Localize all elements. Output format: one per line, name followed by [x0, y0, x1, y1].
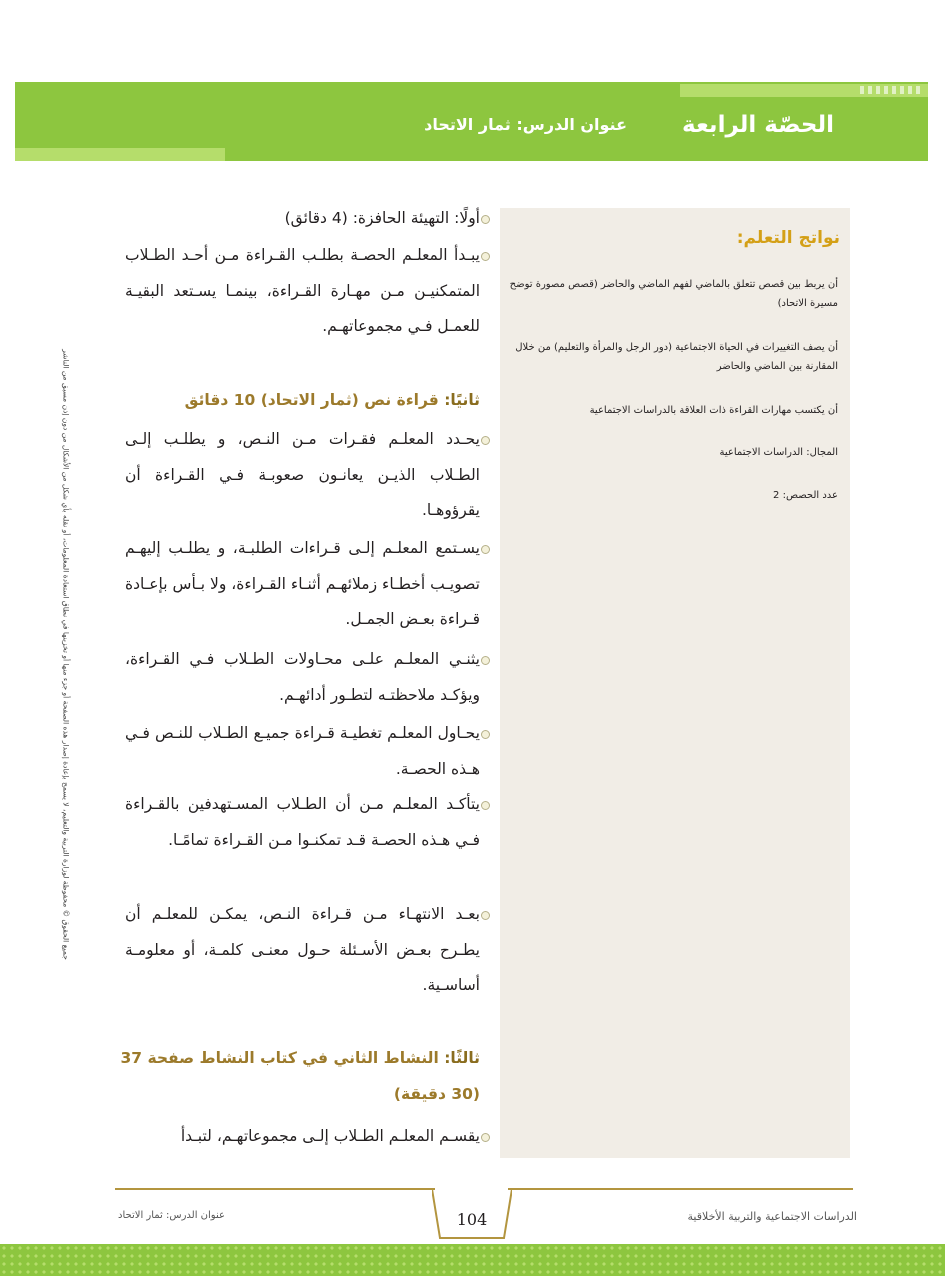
section-heading-reading [185, 391, 480, 409]
bullet-icon [481, 436, 490, 445]
bullet-icon [481, 1133, 490, 1142]
outcome-item: أن يصف التغييرات في الحياة الاجتماعية (دور الرجل والمرأة والتعليم) من خلال المقارنة بين الماضي والحاضر [515, 342, 838, 372]
banner-accent-strip-bottom [15, 148, 225, 161]
outcome-item: أن يكتسب مهارات القراءة ذات العلاقة بالدراسات الاجتماعية [589, 405, 838, 416]
section-duration: (30 دقيقة) [393, 1085, 480, 1103]
footer-rule-right [508, 1188, 853, 1190]
bullet-icon [481, 911, 490, 920]
footer-lesson-title: عنوان الدرس: ثمار الاتحاد [118, 1210, 225, 1221]
bottom-decorative-band [0, 1244, 945, 1276]
footer-rule-left [115, 1188, 435, 1190]
list-item: يحـدد المعلـم فقـرات مـن النـص، و يطلـب إلـى الطـلاب الذيـن يعانـون صعوبـة فـي القـراءة أن يقرؤوهـا. [125, 430, 480, 519]
bullet-icon [481, 730, 490, 739]
banner-stripes [860, 86, 920, 94]
intro-heading: أولًا: التهيئة الحافزة: (4 دقائق) [284, 209, 480, 227]
section-heading-activity [120, 1049, 480, 1067]
copyright-notice [56, 305, 71, 1005]
list-item: يحـاول المعلـم تغطيـة قـراءة جميـع الطـلاب للنـص فـي هـذه الحصـة. [125, 724, 480, 778]
field-label: المجال: الدراسات الاجتماعية [719, 447, 838, 458]
section-lead: ثالثًا: [444, 1049, 480, 1067]
list-item: يسـتمع المعلـم إلـى قـراءات الطلبـة، و يطلـب إليهـم تصويـب أخطـاء زملائهـم أثنـاء القـراءة، ولا بـأس بإعـادة قـراءة بعـض الجمـل. [125, 539, 480, 628]
copyright-text: جميع الحقوق © محفوظة لوزارة التربية والتعليم، لا يسمح بإعادة إصدار هذه الصفحة أو جزء منها أو تخزينها في نطاق استعادة المعلومات، أو نقله بأي شكل من الأشكال من دون إذن مسبق من الناشر [61, 349, 71, 960]
sessions-count: عدد الحصص: 2 [773, 490, 838, 501]
list-item: بعـد الانتهـاء مـن قـراءة النـص، يمكـن للمعلـم أن يطـرح بعـض الأسـئلة حـول معنـى كلمـة، أو معلومـة أساسـية. [125, 905, 480, 994]
bullet-icon [481, 215, 490, 224]
intro-text: يبـدأ المعلـم الحصـة بطلـب القـراءة مـن أحـد الطـلاب المتمكنيـن مـن مهـارة القـراءة، بينمـا يسـتعد البقيـة للعمـل فـي مجموعاتهـم. [125, 246, 480, 335]
footer-book-title: الدراسات الاجتماعية والتربية الأخلاقية [687, 1210, 857, 1223]
bullet-icon [481, 252, 490, 261]
bullet-icon [481, 801, 490, 810]
list-item: يثنـي المعلـم علـى محـاولات الطـلاب فـي القـراءة، ويؤكـد ملاحظتـه لتطـور أدائهـم. [125, 650, 480, 704]
outcome-item: أن يربط بين قصص تتعلق بالماضي لفهم الماضي والحاضر (قصص مصورة توضح مسيرة الاتحاد) [509, 279, 838, 309]
bullet-icon [481, 656, 490, 665]
section-title: النشاط الثاني في كتاب النشاط صفحة 37 [120, 1049, 439, 1067]
section-title: قراءة نص (ثمار الاتحاد) 10 دقائق [184, 391, 439, 409]
lesson-title: عنوان الدرس: ثمار الاتحاد [424, 115, 627, 134]
section-lead: ثانيًا: [444, 391, 480, 409]
list-item: يقسـم المعلـم الطـلاب إلـى مجموعاتهـم، لتبـدأ [180, 1127, 480, 1145]
list-item: يتأكـد المعلـم مـن أن الطـلاب المسـتهدفين بالقـراءة فـي هـذه الحصـة قـد تمكنـوا مـن القـراءة تمامًـا. [125, 795, 480, 849]
session-title: الحصّة الرابعة [682, 112, 834, 138]
bullet-icon [481, 545, 490, 554]
page-number: 104 [456, 1210, 488, 1229]
outcomes-heading: نواتج التعلم: [736, 228, 840, 248]
